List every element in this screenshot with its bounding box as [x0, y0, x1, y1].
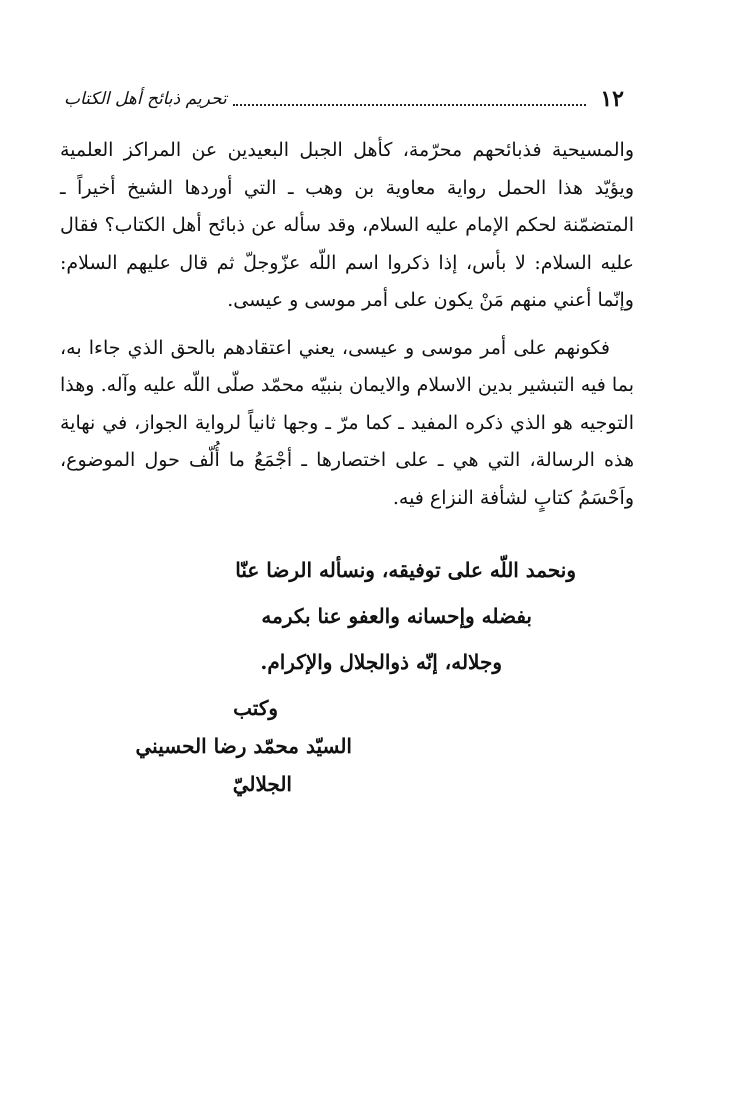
signature-name: السيّد محمّد رضا الحسيني — [135, 734, 352, 758]
header-leader-dots — [233, 104, 587, 106]
book-title: تحريم ذبائح أهل الكتاب — [64, 89, 227, 109]
page-number: ١٢ — [600, 86, 624, 112]
signature-nisba: الجلاليّ — [232, 772, 292, 796]
paragraph-1: والمسيحية فذبائحهم محرّمة، كأهل الجبل البعيدين عن المراكز العلمية ويؤيّد هذا الحمل رواية معاوية بن وهب ـ التي أوردها الشيخ أخيراً ـ المتضمّنة لحكم الإمام عليه السلام، وقد سأله عن ذبائح أهل الكتاب؟ فقال عليه السلام: لا بأس، إذا ذكروا اسم اللّه عزّوجلّ ثم قال عليهم السلام: وإنّما أعني منهم مَنْ يكون على أمر موسى و عيسى. — [60, 139, 634, 311]
signature-wrote: وكتب — [233, 696, 278, 720]
running-header — [64, 84, 624, 114]
closing-line-1: ونحمد اللّه على توفيقه، ونسأله الرضا عنّا — [235, 558, 576, 582]
closing-line-3: وجلاله، إنّه ذوالجلال والإكرام. — [260, 650, 502, 674]
body-text — [60, 132, 634, 517]
closing-line-2: بفضله وإحسانه والعفو عنا بكرمه — [261, 604, 532, 628]
paragraph-2: فكونهم على أمر موسى و عيسى، يعني اعتقادهم بالحق الذي جاءا به، بما فيه التبشير بدين الاسلام والايمان بنبيّه محمّد صلّى اللّه عليه وآله. وهذا التوجيه هو الذي ذكره المفيد ـ كما مرّ ـ وجها ثانياً لرواية الجواز، في نهاية هذه الرسالة، التي هي ـ على اختصارها ـ أجْمَعُ ما أُلّف حول الموضوع، واَحْسَمُ كتابٍ لشأفة النزاع فيه. — [60, 336, 634, 509]
